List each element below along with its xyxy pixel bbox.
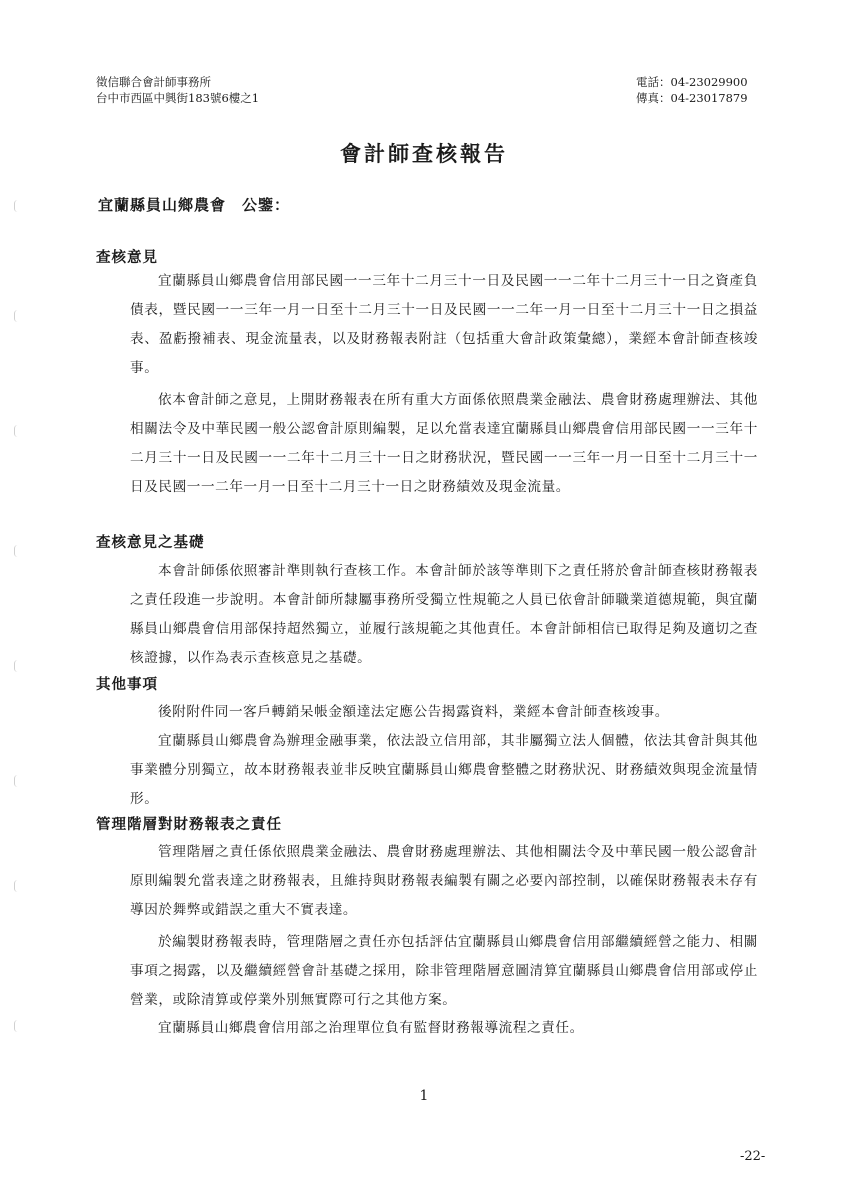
- paragraph: 依本會計師之意見，上開財務報表在所有重大方面係依照農業金融法、農會財務處理辦法、其他相關法令及中華民國一般公認會計原則編製，足以允當表達宜蘭縣員山鄉農會信用部民國一一三年十二月三十一日及民國一一二年十二月三十一日之財務狀況，暨民國一一三年一月一日至十二月三十一日及民國一一二年一月一日至十二月三十一日之財務績效及現金流量。: [130, 392, 758, 495]
- punch-hole-mark: [14, 1020, 21, 1032]
- punch-hole-mark: [14, 660, 21, 672]
- section-heading-audit-opinion: 查核意見: [96, 249, 158, 266]
- firm-phone: 電話：04-23029900: [636, 75, 748, 89]
- punch-hole-mark: [14, 545, 21, 557]
- paragraph: 本會計師係依照審計準則執行查核工作。本會計師於該等準則下之責任將於會計師查核財務報表之責任段進一步說明。本會計師所隸屬事務所受獨立性規範之人員已依會計師職業道德規範，與宜蘭縣員山鄉農會信用部保持超然獨立，並履行該規範之其他責任。本會計師相信已取得足夠及適切之查核證據，以作為表示查核意見之基礎。: [130, 563, 758, 666]
- firm-address: 台中市西區中興街183號6樓之1: [96, 91, 260, 105]
- firm-info: [96, 74, 259, 106]
- section-heading-basis-for-opinion: 查核意見之基礎: [96, 534, 205, 551]
- firm-name: 徵信聯合會計師事務所: [96, 75, 211, 89]
- paragraph: 宜蘭縣員山鄉農會信用部之治理單位負有監督財務報導流程之責任。: [158, 1020, 584, 1036]
- paragraph: 後附附件同一客戶轉銷呆帳金額達法定應公告揭露資料，業經本會計師查核竣事。: [158, 704, 669, 720]
- section-heading-other-matters: 其他事項: [96, 676, 158, 693]
- footer-page-number: -22-: [740, 1149, 766, 1164]
- paragraph: 宜蘭縣員山鄉農會信用部民國一一三年十二月三十一日及民國一一二年十二月三十一日之資產負債表，暨民國一一三年一月一日至十二月三十一日及民國一一二年一月一日至十二月三十一日之損益表、盈虧撥補表、現金流量表，以及財務報表附註（包括重大會計政策彙總），業經本會計師查核竣事。: [130, 273, 758, 376]
- punch-hole-mark: [14, 310, 21, 322]
- page-number: 1: [419, 1088, 429, 1104]
- paragraph: 於編製財務報表時，管理階層之責任亦包括評估宜蘭縣員山鄉農會信用部繼續經營之能力、相關事項之揭露，以及繼續經營會計基礎之採用，除非管理階層意圖清算宜蘭縣員山鄉農會信用部或停止營業，或除清算或停業外別無實際可行之其他方案。: [130, 934, 758, 1008]
- punch-hole-mark: [14, 775, 21, 787]
- firm-contact: [636, 74, 748, 106]
- report-title: 會計師查核報告: [340, 141, 508, 166]
- section-heading-management-responsibility: 管理階層對財務報表之責任: [96, 816, 282, 833]
- punch-hole-mark: [14, 425, 21, 437]
- paragraph: 宜蘭縣員山鄉農會為辦理金融事業，依法設立信用部，其非屬獨立法人個體，依法其會計與其他事業體分別獨立，故本財務報表並非反映宜蘭縣員山鄉農會整體之財務狀況、財務績效與現金流量情形。: [130, 733, 758, 807]
- paragraph: 管理階層之責任係依照農業金融法、農會財務處理辦法、其他相關法令及中華民國一般公認會計原則編製允當表達之財務報表，且維持與財務報表編製有關之必要內部控制，以確保財務報表未存有導因於舞弊或錯誤之重大不實表達。: [130, 844, 758, 918]
- punch-hole-mark: [14, 200, 21, 212]
- firm-fax: 傳真：04-23017879: [636, 91, 748, 105]
- salutation: 宜蘭縣員山鄉農會 公鑒：: [98, 196, 291, 214]
- punch-hole-mark: [14, 880, 21, 892]
